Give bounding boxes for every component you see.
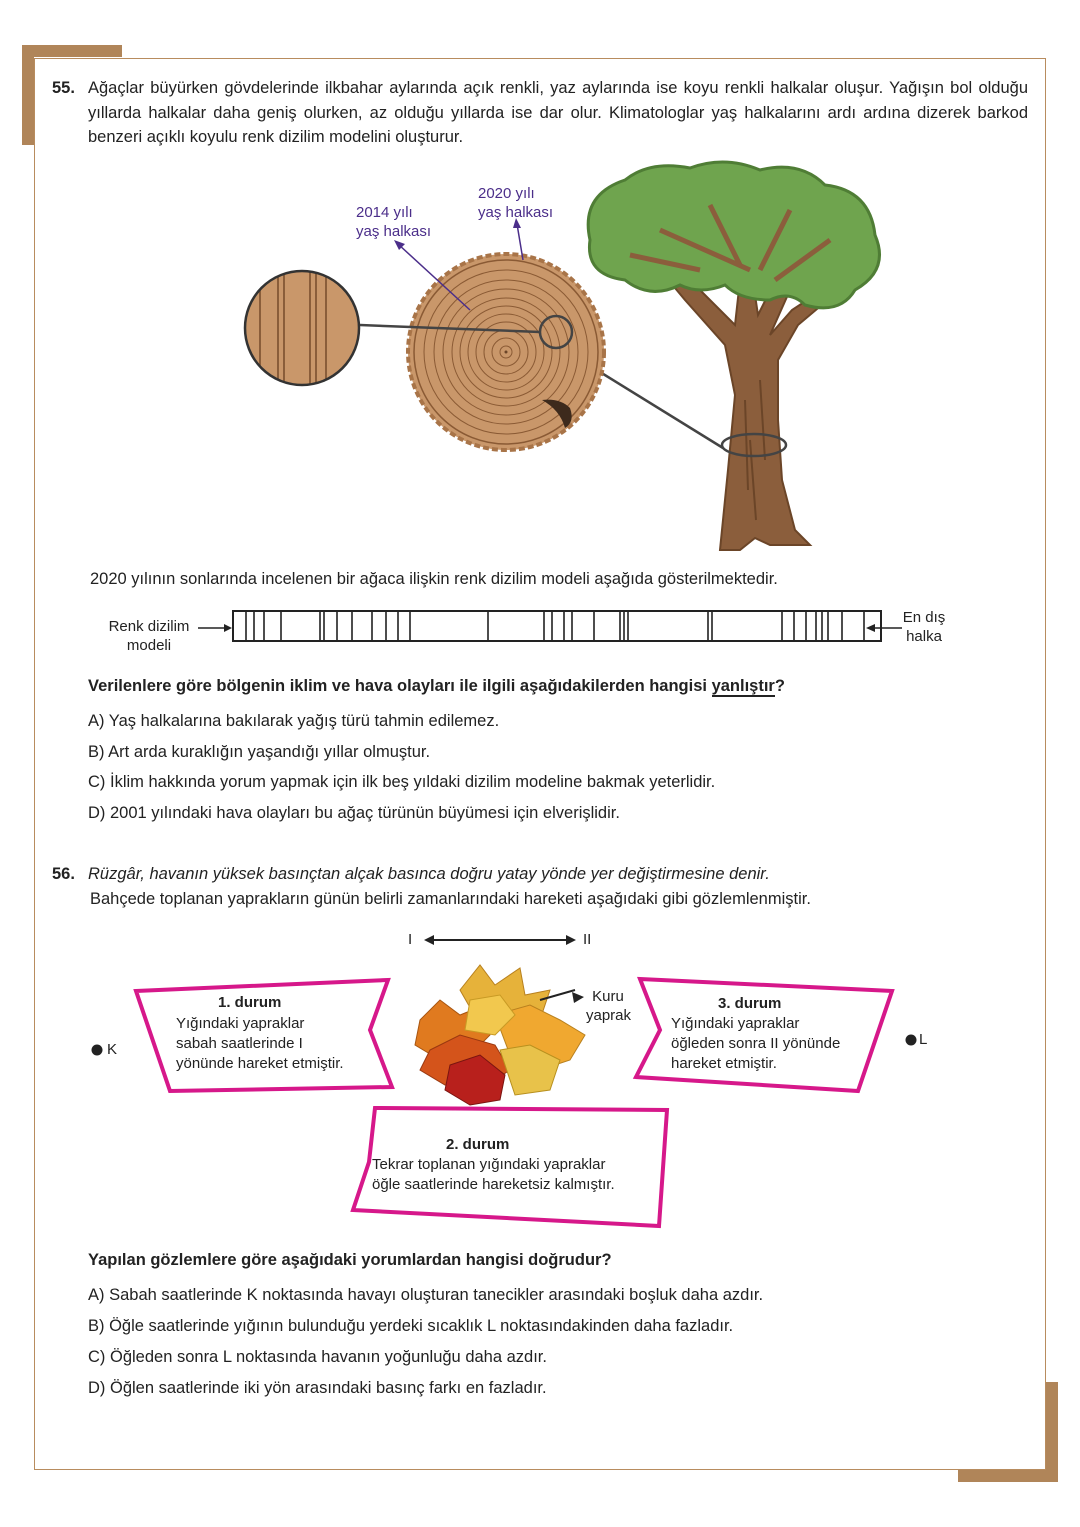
outer-ring-label-line2: halka xyxy=(906,628,942,645)
wind-definition: Rüzgâr, havanın yüksek basınçtan alçak basınca doğru yatay yönde yer değiştirmesine denir. xyxy=(88,865,770,883)
color-sequence-model xyxy=(196,605,906,647)
case-1-title: 1. durum xyxy=(218,994,282,1011)
q56-option-d[interactable]: D) Öğlen saatlerinde iki yön arasındaki basınç farkı en fazladır. xyxy=(88,1379,547,1397)
question-55-number: 55. xyxy=(52,79,75,97)
outer-ring-label-line1: En dış xyxy=(902,609,946,626)
q55-option-a[interactable]: A) Yaş halkalarına bakılarak yağış türü tahmin edilemez. xyxy=(88,712,500,730)
label-2014-line2: yaş halkası xyxy=(356,223,432,240)
question-55-mark: ? xyxy=(774,677,785,695)
case-2-text xyxy=(372,1155,615,1195)
point-k-dot xyxy=(90,1043,104,1057)
corner-decoration-bottom-right xyxy=(958,1470,1058,1482)
label-2014-line1: 2014 yılı xyxy=(356,204,413,221)
case-2-title: 2. durum xyxy=(446,1136,510,1153)
tree-foliage xyxy=(588,162,879,308)
label-2020-line1: 2020 yılı xyxy=(478,185,535,202)
case-3-text xyxy=(671,1014,840,1074)
corner-decoration-top-left-vertical xyxy=(22,45,34,145)
label-2020-line2: yaş halkası xyxy=(478,204,554,221)
q55-option-d[interactable]: D) 2001 yılındaki hava olayları bu ağaç türünün büyümesi için elverişlidir. xyxy=(88,804,620,822)
direction-label-ii: II xyxy=(583,931,592,948)
q55-option-b[interactable]: B) Art arda kuraklığın yaşandığı yıllar olmuştur. xyxy=(88,743,431,761)
q56-option-b[interactable]: B) Öğle saatlerinde yığının bulunduğu yerdeki sıcaklık L noktasındakinden daha fazladır. xyxy=(88,1317,734,1335)
point-k-label: K xyxy=(107,1041,118,1058)
q56-option-a[interactable]: A) Sabah saatlerinde K noktasında havayı oluşturan tanecikler arasındaki boşluk daha azdır. xyxy=(88,1286,764,1304)
label-2020-ring xyxy=(478,184,553,222)
q56-option-c[interactable]: C) Öğleden sonra L noktasında havanın yoğunluğu daha azdır. xyxy=(88,1348,547,1366)
case-3-line-1: Yığındaki yapraklar xyxy=(671,1015,800,1032)
case-3-title: 3. durum xyxy=(718,995,782,1012)
case-3-line-2: öğleden sonra II yönünde xyxy=(671,1035,841,1052)
trunk-slice xyxy=(408,254,604,450)
corner-decoration-bottom-right-vertical xyxy=(1046,1382,1058,1482)
connector-line-trunk xyxy=(600,372,723,448)
dry-leaf-label-line1: Kuru xyxy=(592,988,624,1005)
case-1-line-1: Yığındaki yapraklar xyxy=(176,1015,305,1032)
direction-arrow xyxy=(420,930,580,950)
model-intro: 2020 yılının sonlarında incelenen bir ağaca ilişkin renk dizilim modeli aşağıda gösterilmektedir. xyxy=(90,570,778,588)
question-56-stem: Yapılan gözlemlere göre aşağıdaki yorumlardan hangisi doğrudur? xyxy=(88,1251,612,1269)
outer-ring-label xyxy=(898,608,950,646)
case-2-line-2: öğle saatlerinde hareketsiz kalmıştır. xyxy=(372,1176,615,1193)
corner-decoration-top-left xyxy=(22,45,122,57)
question-55-emphasis: yanlıştır xyxy=(711,677,775,695)
tree-ring-illustration xyxy=(230,160,890,560)
point-l-label: L xyxy=(919,1031,928,1048)
dry-leaf-label-line2: yaprak xyxy=(586,1007,632,1024)
question-55-stem-text: Verilenlere göre bölgenin iklim ve hava olayları ile ilgili aşağıdakilerden hangisi xyxy=(88,677,712,695)
dry-leaf-pile xyxy=(400,960,600,1110)
case-1-line-2: sabah saatlerinde I xyxy=(176,1035,303,1052)
case-1-line-3: yönünde hareket etmiştir. xyxy=(176,1055,344,1072)
case-1-text xyxy=(176,1014,344,1074)
model-label xyxy=(104,617,194,655)
zoomed-ring-detail xyxy=(245,260,359,400)
question-55-intro: Ağaçlar büyürken gövdelerinde ilkbahar aylarında açık renkli, yaz aylarında ise koyu renkli halkalar oluşur. Yağışın bol olduğu yıllarda halkalar daha geniş olurken, az olduğu yıllarda ise dar olur. Klimatologlar yaş halkalarını ardı ardına dizerek barkod benzeri açıklı koyulu renk dizilim modelini oluşturur. xyxy=(88,79,1028,146)
observation-intro: Bahçede toplanan yaprakların günün belirli zamanlarındaki hareketi aşağıdaki gibi gözlemlenmiştir. xyxy=(90,890,811,908)
label-2014-ring xyxy=(356,203,431,241)
question-56-number: 56. xyxy=(52,865,75,883)
case-3-line-3: hareket etmiştir. xyxy=(671,1055,777,1072)
model-label-line1: Renk dizilim xyxy=(108,618,190,635)
dry-leaf-label xyxy=(586,987,630,1025)
case-2-line-1: Tekrar toplanan yığındaki yapraklar xyxy=(372,1156,606,1173)
question-55-stem xyxy=(88,677,785,696)
q55-option-c[interactable]: C) İklim hakkında yorum yapmak için ilk beş yıldaki dizilim modeline bakmak yeterlidir. xyxy=(88,773,716,791)
point-l-dot xyxy=(904,1033,918,1047)
direction-label-i: I xyxy=(408,931,413,948)
model-label-line2: modeli xyxy=(126,637,172,654)
